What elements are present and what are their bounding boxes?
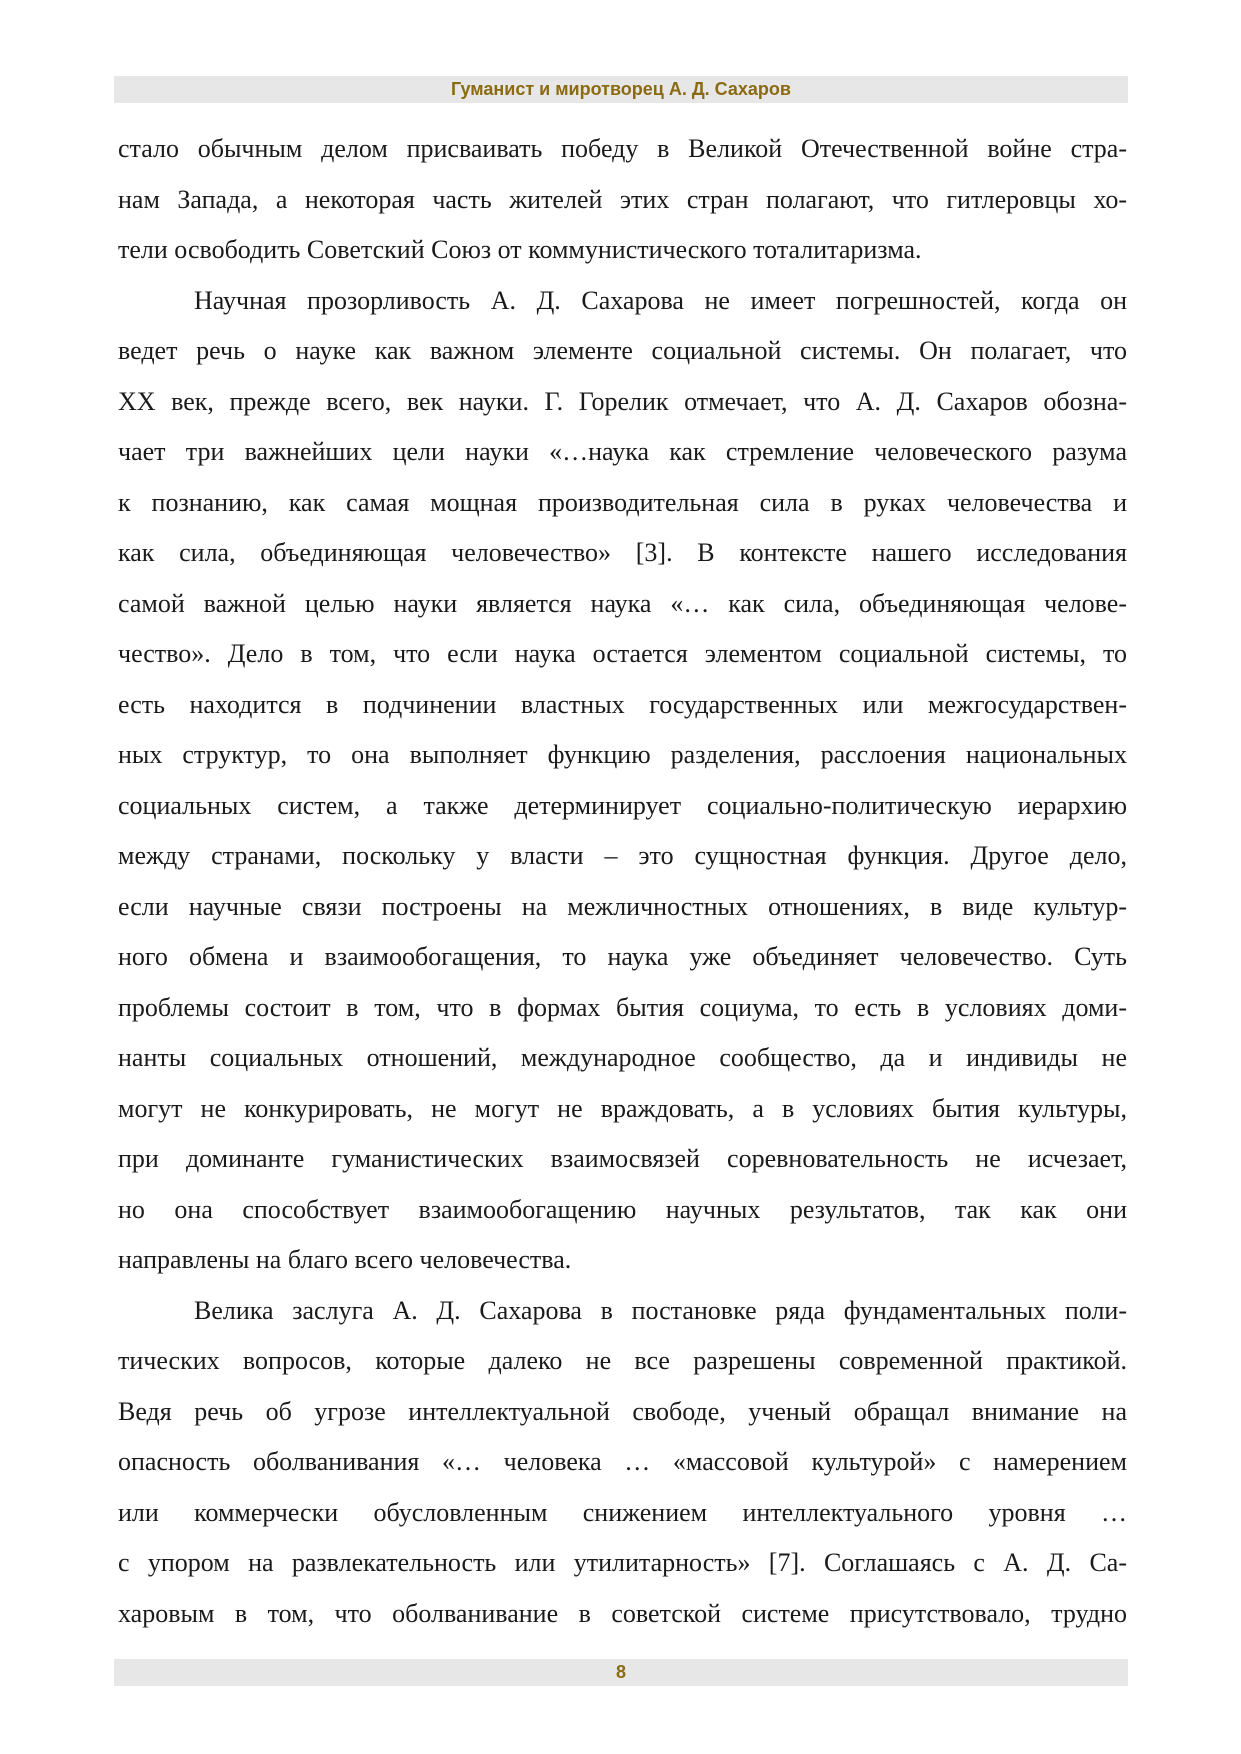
text-line: Ведя речь об угрозе интеллектуальной свободе, ученый обращал внимание на: [118, 1396, 1127, 1426]
text-line: если научные связи построены на межличностных отношениях, в виде культур-: [118, 891, 1127, 921]
text-line: ных структур, то она выполняет функцию разделения, расслоения национальных: [118, 740, 1127, 769]
text-line: но она способствует взаимообогащению научных результатов, так как они: [118, 1194, 1127, 1224]
text-line: Велика заслуга А. Д. Сахарова в постановке ряда фундаментальных поли-: [194, 1295, 1127, 1325]
text-line: с упором на развлекательность или утилитарность» [7]. Соглашаясь с А. Д. Са-: [118, 1548, 1127, 1577]
text-line: нам Запада, а некоторая часть жителей этих стран полагают, что гитлеровцы хо-: [118, 184, 1127, 214]
text-line: самой важной целью науки является наука «… как сила, объединяющая челове-: [118, 588, 1127, 618]
text-line: ного обмена и взаимообогащения, то наука уже объединяет человечество. Суть: [118, 942, 1127, 971]
page-body: [118, 124, 1127, 1639]
text-line: опасность оболванивания «… человека … «массовой культурой» с намерением: [118, 1447, 1127, 1476]
running-footer: [114, 1659, 1128, 1686]
running-header: [114, 76, 1128, 103]
page-number: 8: [615, 1662, 626, 1682]
text-line: или коммерчески обусловленным снижением интеллектуального уровня …: [118, 1497, 1127, 1527]
text-line: Научная прозорливость А. Д. Сахарова не имеет погрешностей, когда он: [194, 285, 1127, 315]
text-line: стало обычным делом присваивать победу в Великой Отечественной войне стра-: [118, 134, 1127, 163]
text-line: социальных систем, а также детерминирует социально-политическую иерархию: [118, 790, 1127, 820]
text-line: между странами, поскольку у власти – это сущностная функция. Другое дело,: [118, 841, 1127, 870]
text-line: при доминанте гуманистических взаимосвязей соревновательность не исчезает,: [118, 1144, 1127, 1173]
text-line: ведет речь о науке как важном элементе социальной системы. Он полагает, что: [118, 336, 1127, 365]
text-line: направлены на благо всего человечества.: [118, 1245, 572, 1274]
text-line: могут не конкурировать, не могут не враждовать, а в условиях бытия культуры,: [118, 1093, 1127, 1123]
text-line: XX век, прежде всего, век науки. Г. Горелик отмечает, что А. Д. Сахаров обозна-: [118, 386, 1127, 416]
text-line: харовым в том, что оболванивание в советской системе присутствовало, трудно: [118, 1598, 1127, 1628]
text-line: тических вопросов, которые далеко не все разрешены современной практикой.: [118, 1346, 1127, 1375]
text-line: к познанию, как самая мощная производительная сила в руках человечества и: [118, 487, 1127, 517]
text-line: тели освободить Советский Союз от коммунистического тоталитаризма.: [118, 235, 922, 264]
text-line: как сила, объединяющая человечество» [3]. В контексте нашего исследования: [118, 538, 1127, 567]
text-line: есть находится в подчинении властных государственных или межгосударствен-: [118, 689, 1127, 719]
text-line: проблемы состоит в том, что в формах бытия социума, то есть в условиях доми-: [118, 992, 1127, 1022]
text-line: чество». Дело в том, что если наука остается элементом социальной системы, то: [118, 639, 1127, 668]
header-title: Гуманист и миротворец А. Д. Сахаров: [451, 79, 791, 99]
text-line: нанты социальных отношений, международное сообщество, да и индивиды не: [118, 1043, 1127, 1072]
text-line: чает три важнейших цели науки «…наука как стремление человеческого разума: [118, 437, 1127, 466]
